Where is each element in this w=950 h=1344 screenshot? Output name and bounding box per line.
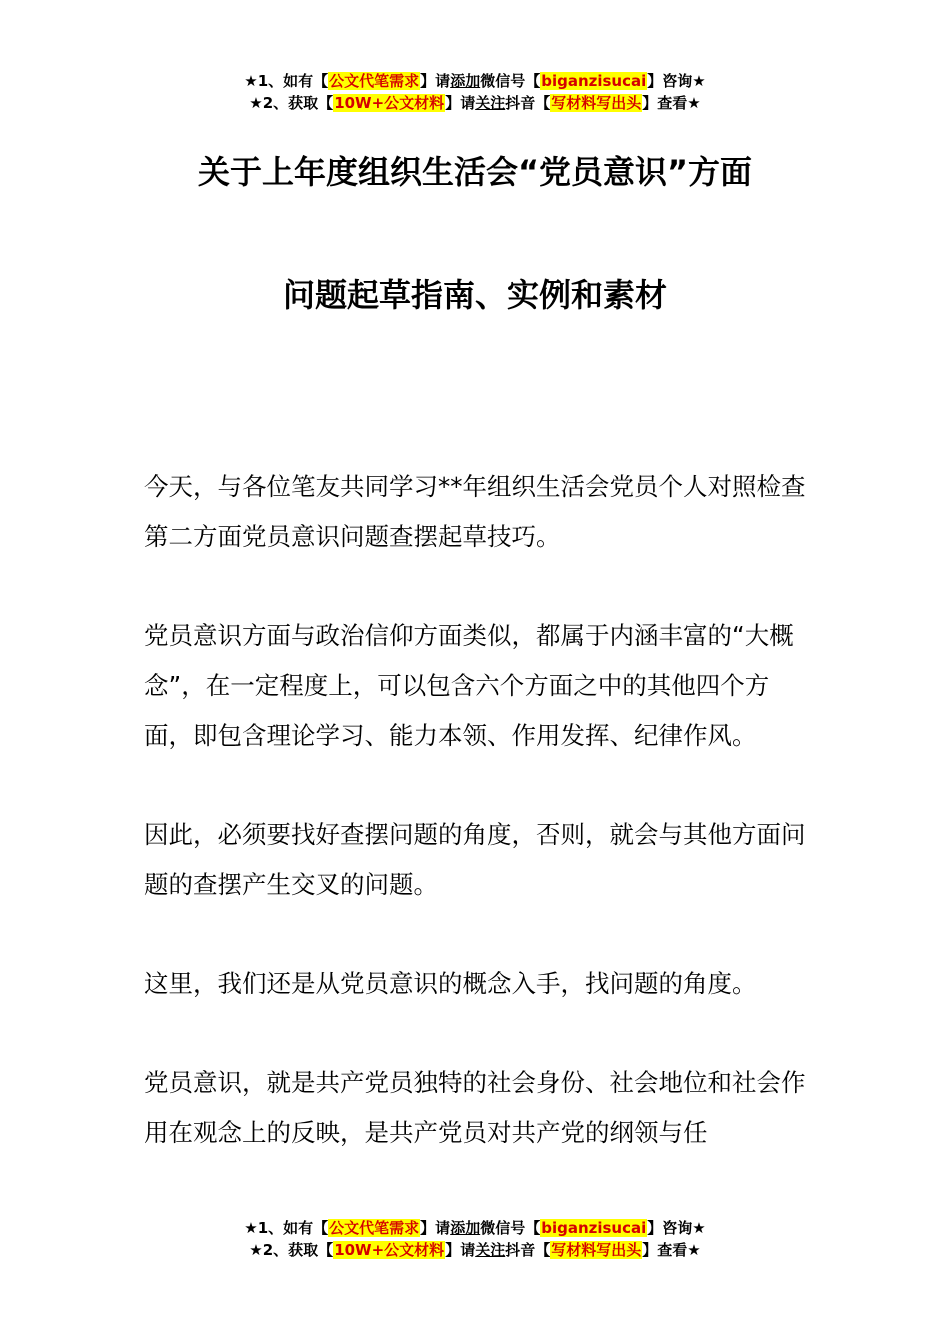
banner-text: ★2、获取【 (249, 1241, 334, 1259)
paragraph: 党员意识，就是共产党员独特的社会身份、社会地位和社会作用在观念上的反映，是共产党员对共产党的纲领与任 (144, 1068, 806, 1147)
banner-text: 】咨询★ (647, 1219, 706, 1237)
paragraph: 这里，我们还是从党员意识的概念入手，找问题的角度。 (144, 969, 757, 998)
banner-emphasis: 添加 (450, 72, 481, 90)
footer-banner (0, 1217, 950, 1261)
banner-line-2 (0, 1239, 950, 1261)
banner-text: 微信号【 (480, 72, 541, 90)
banner-line-1 (0, 70, 950, 92)
banner-text: 】请 (445, 1241, 476, 1259)
banner-highlight: biganzisucai (541, 1219, 647, 1237)
banner-emphasis: 关注 (475, 94, 506, 112)
banner-emphasis: 关注 (475, 1241, 506, 1259)
banner-line-1 (0, 1217, 950, 1239)
paragraph: 因此，必须要找好查摆问题的角度，否则，就会与其他方面问题的查摆产生交叉的问题。 (144, 820, 806, 899)
banner-text: ★1、如有【 (244, 72, 329, 90)
document-title-line-1: 关于上年度组织生活会“党员意识”方面 (197, 153, 753, 191)
paragraph: 党员意识方面与政治信仰方面类似，都属于内涵丰富的“大概念”，在一定程度上，可以包含六个方面之中的其他四个方面，即包含理论学习、能力本领、作用发挥、纪律作风。 (144, 621, 794, 750)
banner-text: 】请 (420, 72, 451, 90)
banner-text: 】请 (445, 94, 476, 112)
banner-text: 抖音【 (505, 94, 551, 112)
banner-highlight: 公文代笔需求 (329, 1219, 420, 1237)
document-body (144, 462, 810, 1207)
banner-text: 】请 (420, 1219, 451, 1237)
banner-highlight: 10W+公文材料 (334, 1241, 445, 1259)
banner-highlight: biganzisucai (541, 72, 647, 90)
banner-highlight: 写材料写出头 (551, 94, 642, 112)
banner-emphasis: 添加 (450, 1219, 481, 1237)
banner-highlight: 公文代笔需求 (329, 72, 420, 90)
banner-text: 】查看★ (642, 94, 701, 112)
banner-line-2 (0, 92, 950, 114)
document-title-line-2: 问题起草指南、实例和素材 (282, 276, 667, 314)
banner-text: ★1、如有【 (244, 1219, 329, 1237)
banner-text: 抖音【 (505, 1241, 551, 1259)
header-banner (0, 70, 950, 114)
banner-highlight: 写材料写出头 (551, 1241, 642, 1259)
banner-text: ★2、获取【 (249, 94, 334, 112)
banner-highlight: 10W+公文材料 (334, 94, 445, 112)
banner-text: 】咨询★ (647, 72, 706, 90)
banner-text: 】查看★ (642, 1241, 701, 1259)
banner-text: 微信号【 (480, 1219, 541, 1237)
paragraph: 今天，与各位笔友共同学习**年组织生活会党员个人对照检查第二方面党员意识问题查摆起草技巧。 (144, 472, 806, 551)
